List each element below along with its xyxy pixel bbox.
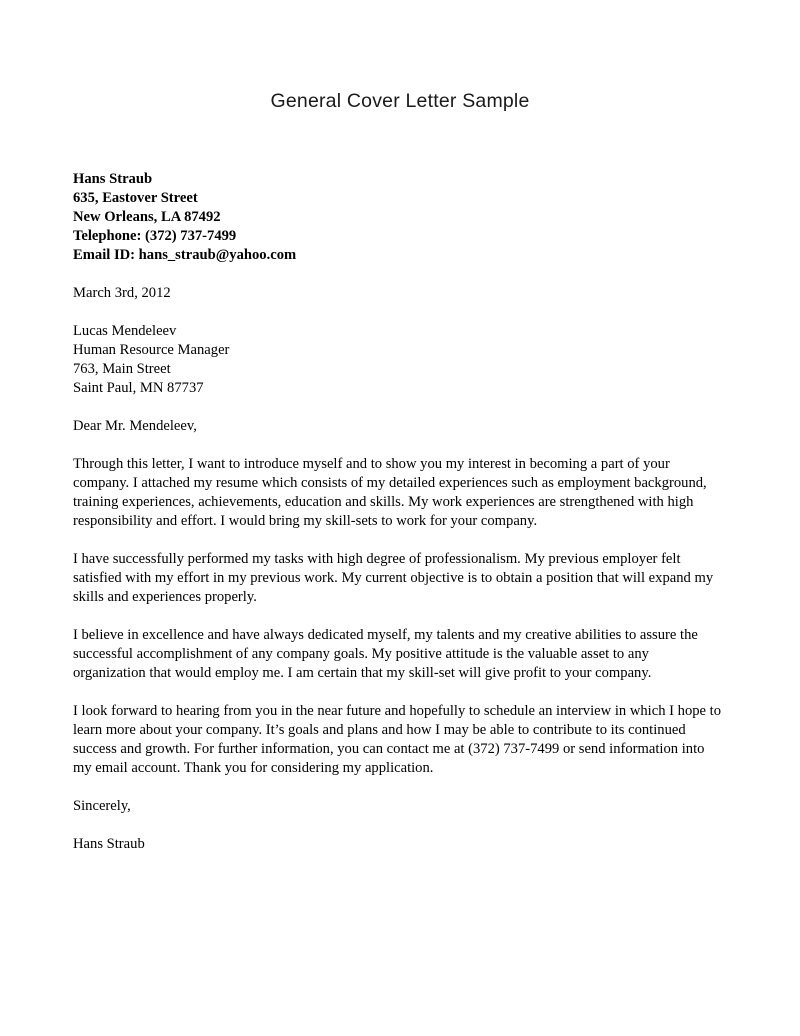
recipient-street: 763, Main Street: [73, 361, 171, 377]
recipient-job-title: Human Resource Manager: [73, 342, 230, 358]
body-paragraph-2: I have successfully performed my tasks with high degree of professionalism. My previous employer felt satisfied with my effort in my previous work. My current objective is to obtain a position that will expand my skills and experiences properly.: [73, 551, 714, 605]
sender-address-block: [73, 170, 725, 265]
recipient-address-block: [73, 322, 725, 398]
body-paragraph-4: I look forward to hearing from you in the near future and hopefully to schedule an interview in which I hope to learn more about your company. It’s goals and plans and how I may be able to contribute to its continued success and growth. For further information, you can contact me at (372) 737-7499 or send information into my email account. Thank you for considering my application.: [73, 703, 722, 776]
body-paragraph-3: I believe in excellence and have always dedicated myself, my talents and my creative abilities to assure the successful accomplishment of any company goals. My positive attitude is the valuable asset to any organization that would employ me. I am certain that my skill-set will give profit to your company.: [73, 627, 698, 681]
sender-city-state-zip: New Orleans, LA 87492: [73, 209, 221, 225]
sender-street: 635, Eastover Street: [73, 190, 198, 206]
recipient-name: Lucas Mendeleev: [73, 323, 177, 339]
recipient-city-state-zip: Saint Paul, MN 87737: [73, 380, 204, 396]
sender-name: Hans Straub: [73, 171, 153, 187]
page-title: General Cover Letter Sample: [270, 90, 530, 112]
signature-name: Hans Straub: [73, 836, 145, 852]
closing-salutation: Sincerely,: [73, 798, 131, 814]
sender-telephone: Telephone: (372) 737-7499: [73, 228, 237, 244]
cover-letter-content: [73, 170, 725, 854]
letter-date: March 3rd, 2012: [73, 285, 171, 301]
body-paragraph-1: Through this letter, I want to introduce myself and to show you my interest in becoming a part of your company. I attached my resume which consists of my detailed experiences such as employment background, training experiences, achievements, education and skills. My work experiences are strengthened with high responsibility and effort. I would bring my skill-sets to work for your company.: [73, 456, 707, 529]
sender-email: Email ID: hans_straub@yahoo.com: [73, 247, 297, 263]
salutation: Dear Mr. Mendeleev,: [73, 418, 197, 434]
